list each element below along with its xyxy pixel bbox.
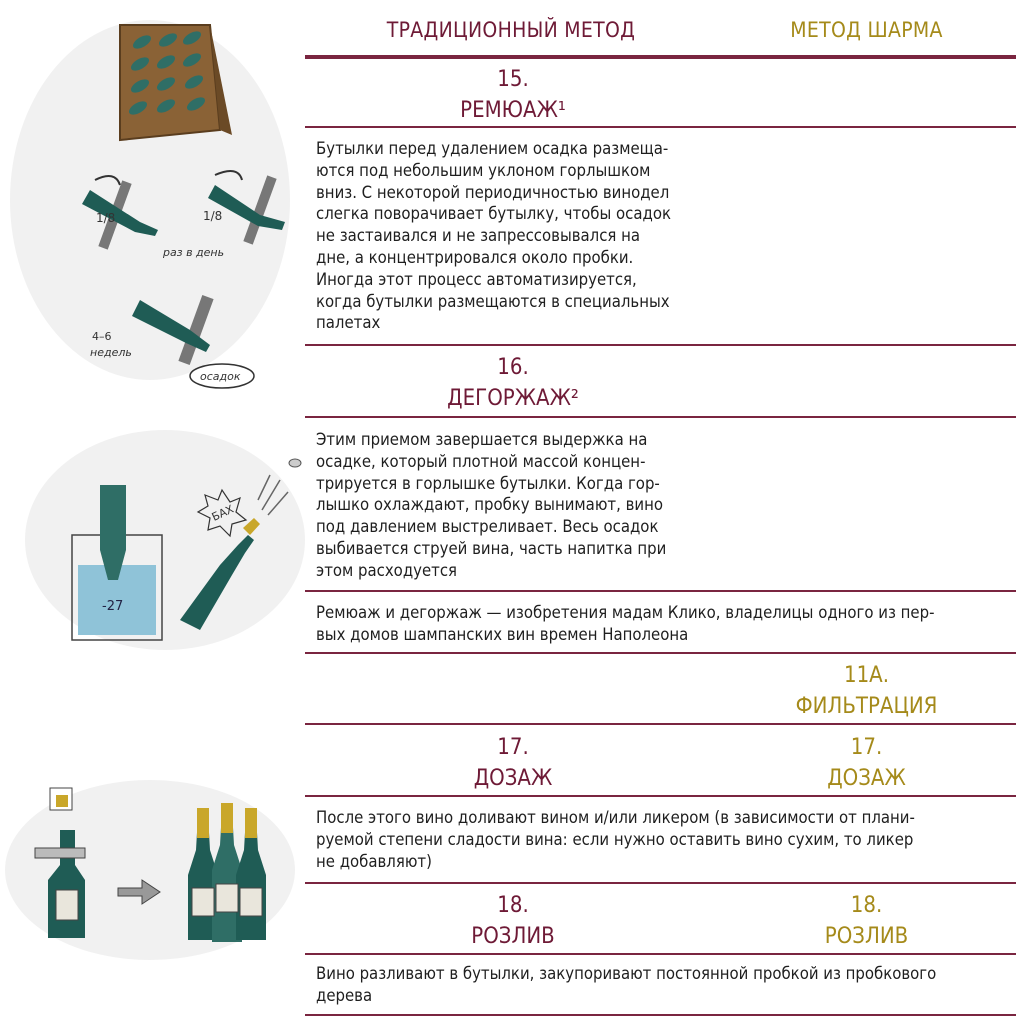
step-18-charmat-title: РОЗЛИВ [824, 924, 909, 949]
header-rule [305, 55, 1016, 59]
text-line: палетах [316, 313, 381, 333]
text-line: руемой степени сладости вина: если нужно оставить вино сухим, то ликер [316, 829, 914, 849]
step-18-description [316, 963, 936, 1007]
text-line: когда бутылки размещаются в специальных [316, 291, 670, 311]
text-line: После этого вино доливают вином и/или ликером (в зависимости от плани- [316, 808, 915, 827]
text-line: ются под небольшим уклоном горлышком [316, 160, 651, 180]
text-line: Ремюаж и дегоржаж — изобретения мадам Клико, владелицы одного из пер- [316, 603, 935, 622]
text-line: трируется в горлышке бутылки. Когда гор- [316, 473, 660, 493]
traditional-method-header: ТРАДИЦИОННЫЙ МЕТОД [386, 18, 636, 42]
step-16-description [316, 429, 666, 582]
step-18-number: 18. [497, 893, 529, 918]
filler-clamp [35, 848, 85, 858]
remuage-label: 1/8 [203, 209, 223, 223]
step-16-heading [305, 352, 721, 414]
background-wash [25, 430, 305, 650]
bang-label: БАХ [209, 502, 236, 524]
cliquot-note [316, 602, 934, 646]
step-18-charmat-number: 18. [850, 893, 883, 918]
step-18-title: РОЗЛИВ [471, 924, 555, 949]
step-17-title: ДОЗАЖ [473, 766, 553, 791]
divider [305, 416, 1016, 418]
divider [305, 126, 1016, 128]
divider [305, 590, 1016, 592]
text-line: не застаивался и не запрессовывался на [316, 226, 641, 246]
text-line: Этим приемом завершается выдержка на [316, 430, 648, 449]
remuage-label: недель [90, 346, 132, 359]
step-16-number: 16. [497, 355, 529, 380]
liqueur [56, 795, 68, 807]
dosage-illustration [0, 770, 305, 970]
text-line: не добавляют) [316, 851, 432, 871]
step-17-heading [305, 732, 721, 794]
step-17-charmat-title: ДОЗАЖ [827, 766, 906, 791]
remuage-label: 1/8 [96, 211, 116, 225]
text-line: Бутылки перед удалением осадка размеща- [316, 139, 669, 158]
step-16-title: ДЕГОРЖАЖ² [447, 386, 579, 411]
divider [305, 344, 1016, 346]
text-line: Вино разливают в бутылки, закупоривают постоянной пробкой из пробкового [316, 964, 937, 983]
divider [305, 795, 1016, 797]
divider [305, 723, 1016, 725]
text-line: выбивается струей вина, часть напитка при [316, 538, 667, 558]
bottle-label [56, 890, 78, 920]
step-15-title: РЕМЮАЖ¹ [460, 98, 566, 123]
divider [305, 882, 1016, 884]
step-11a-title: ФИЛЬТРАЦИЯ [795, 694, 938, 719]
step-11a-heading [717, 660, 1016, 722]
temperature-label: -27 [102, 599, 124, 614]
text-line: слегка поворачивает бутылку, чтобы осадок [316, 204, 671, 224]
text-line: этом расходуется [316, 560, 458, 580]
text-line: под давлением выстреливает. Весь осадок [316, 517, 659, 537]
text-line: дне, а концентрировался около пробки. [316, 247, 634, 267]
step-15-heading [305, 64, 721, 126]
text-line: осадке, который плотной массой концен- [316, 451, 646, 471]
remuage-label: осадок [200, 370, 241, 383]
text-line: вых домов шампанских вин времен Наполеона [316, 624, 689, 644]
step-17-number: 17. [497, 735, 529, 760]
step-11a-number: 11А. [844, 663, 889, 688]
divider [305, 1014, 1016, 1016]
step-18-heading [305, 890, 721, 952]
remuage-illustration [0, 0, 305, 400]
step-15-description [316, 138, 671, 334]
step-17-charmat-number: 17. [850, 735, 883, 760]
step-15-number: 15. [497, 67, 529, 92]
step-18-charmat-heading [717, 890, 1016, 952]
finished-bottles [188, 803, 266, 942]
disgorgement-illustration [0, 420, 305, 670]
text-line: дерева [316, 985, 373, 1005]
remuage-label: 4–6 [92, 330, 112, 343]
divider [305, 652, 1016, 654]
text-line: вниз. С некоторой периодичностью винодел [316, 182, 670, 202]
text-line: лышко охлаждают, пробку вынимают, вино [316, 495, 663, 515]
charmat-method-header: МЕТОД ШАРМА [790, 18, 943, 42]
text-line: Иногда этот процесс автоматизируется, [316, 269, 637, 289]
remuage-label: раз в день [163, 246, 225, 259]
cork [289, 459, 301, 467]
divider [305, 953, 1016, 955]
step-17-description [316, 807, 915, 872]
step-17-charmat-heading [717, 732, 1016, 794]
